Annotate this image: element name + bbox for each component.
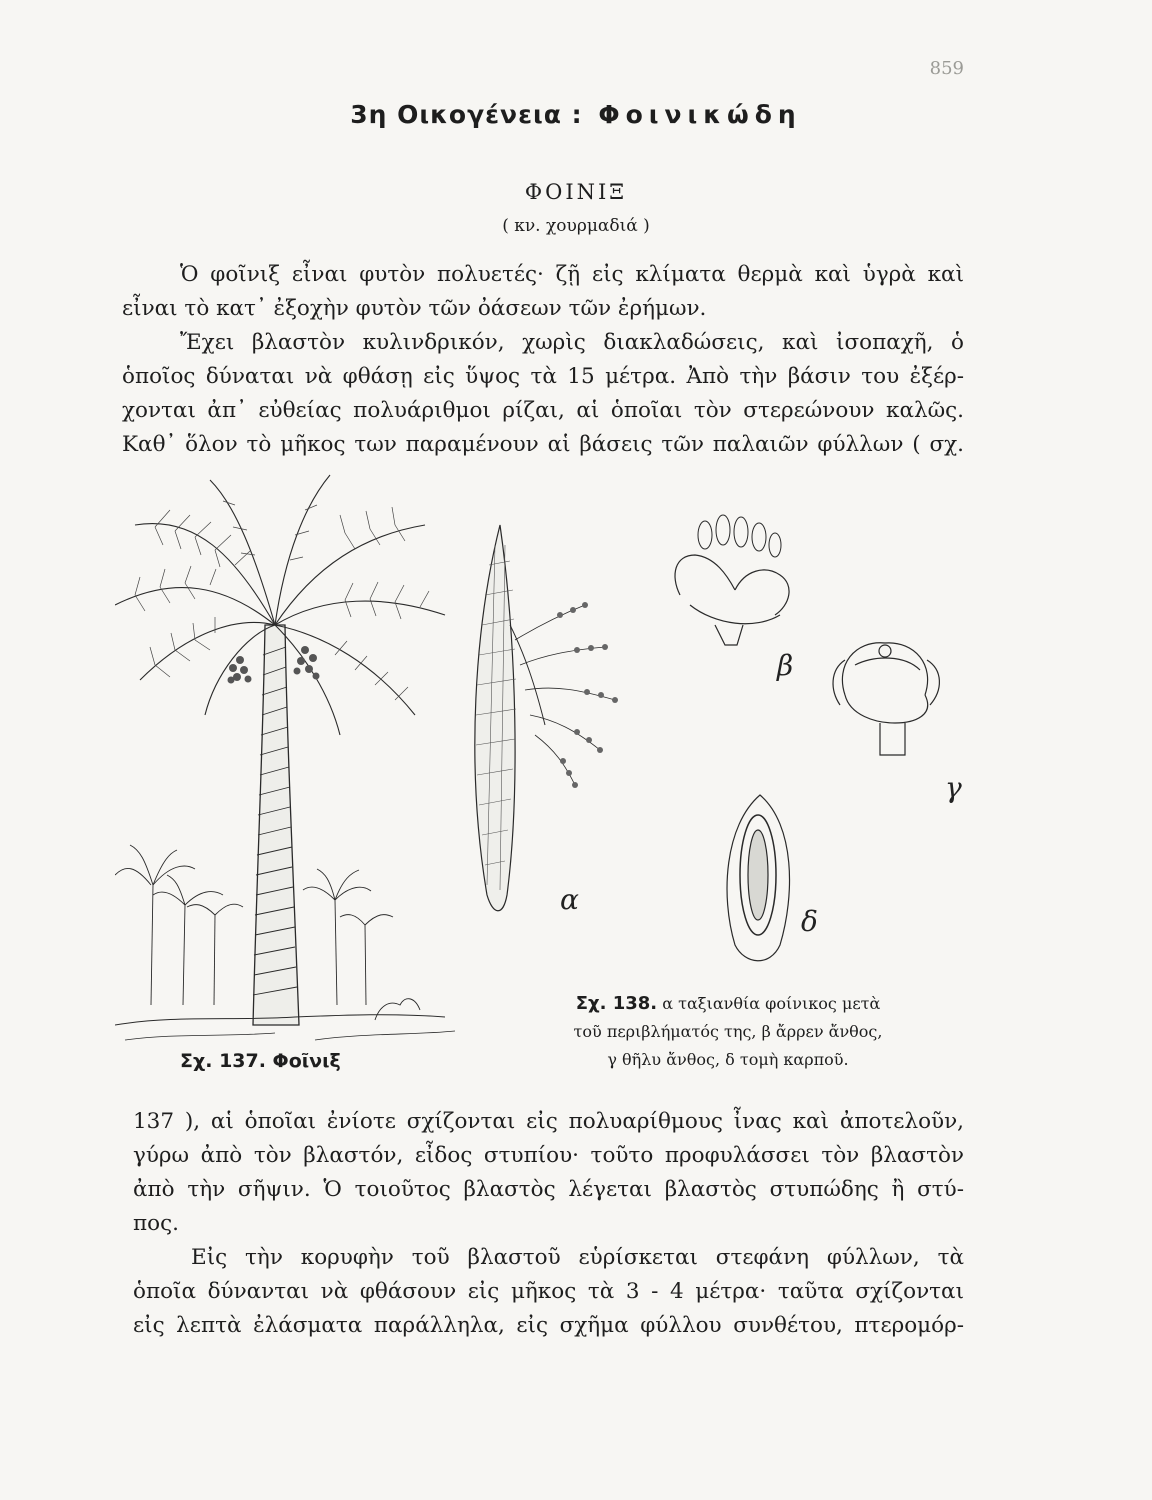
text-line: εἶναι τὸ κατ᾿ ἐξοχὴν φυτὸν τῶν ὀάσεων τῶν ἐρήμων. bbox=[122, 296, 707, 321]
figure-137-caption: Σχ. 137. Φοῖνιξ bbox=[180, 1050, 341, 1072]
figure-138-caption-line bbox=[528, 990, 928, 1018]
palm-tree-illustration bbox=[115, 475, 455, 1040]
paragraph-bottom bbox=[133, 1105, 964, 1343]
heading-family: Φοινικώδη bbox=[598, 100, 802, 129]
figure-138-label: Σχ. 138. bbox=[575, 993, 658, 1014]
figure-138-caption-line: γ θῆλυ ἄνθος, δ τομὴ καρποῦ. bbox=[607, 1050, 849, 1069]
figure-138-caption bbox=[528, 990, 928, 1074]
text-line: πος. bbox=[133, 1211, 179, 1236]
text-line: ὁποῖα δύνανται νὰ φθάσουν εἰς μῆκος τὰ 3 - 4 μέτρα· ταῦτα σχίζονται bbox=[133, 1279, 964, 1304]
text-line: Εἰς τὴν κορυφὴν τοῦ βλαστοῦ εὑρίσκεται στεφάνη φύλλων, τὰ bbox=[191, 1245, 964, 1270]
text-line: 137 ), αἱ ὁποῖαι ἐνίοτε σχίζονται εἰς πολυαρίθμους ἶνας καὶ ἀποτελοῦν, bbox=[133, 1109, 964, 1134]
female-flower-illustration bbox=[833, 643, 939, 755]
label-alpha: α bbox=[560, 883, 579, 916]
text-line: Καθ᾿ ὅλον τὸ μῆκος των παραμένουν αἱ βάσεις τῶν παλαιῶν φύλλων ( σχ. bbox=[122, 432, 964, 457]
heading-prefix: 3η Οικογένεια : bbox=[350, 100, 583, 129]
text-line: ὁποῖος δύναται νὰ φθάσῃ εἰς ὕψος τὰ 15 μέτρα. Ἀπὸ τὴν βάσιν του ἐξέρ- bbox=[122, 364, 964, 389]
text-line: Ὁ φοῖνιξ εἶναι φυτὸν πολυετές· ζῇ εἰς κλίματα θερμὰ καὶ ὑγρὰ καὶ bbox=[180, 262, 964, 287]
plant-title: ΦΟΙΝΙΞ bbox=[524, 180, 628, 204]
figure-138-caption-text: α ταξιανθία φοίνικος μετὰ bbox=[662, 994, 881, 1013]
inflorescence-illustration bbox=[475, 525, 618, 911]
text-line: Ἔχει βλαστὸν κυλινδρικόν, χωρὶς διακλαδώσεις, καὶ ἰσοπαχῆ, ὁ bbox=[180, 330, 964, 355]
text-line: εἰς λεπτὰ ἐλάσματα παράλληλα, εἰς σχῆμα φύλλου συνθέτου, πτερομόρ- bbox=[133, 1313, 964, 1338]
text-line: χονται ἀπ᾿ εὐθείας πολυάριθμοι ρίζαι, αἱ ὁποῖαι τὸν στερεώνουν καλῶς. bbox=[122, 398, 964, 423]
fruit-section-illustration bbox=[727, 795, 789, 961]
male-flower-illustration bbox=[675, 515, 789, 645]
text-line: ἀπὸ τὴν σῆψιν. Ὁ τοιοῦτος βλαστὸς λέγεται βλαστὸς στυπώδης ἢ στύ- bbox=[133, 1177, 964, 1202]
paragraph-top bbox=[122, 258, 964, 462]
common-name: ( κν. χουρμαδιά ) bbox=[502, 216, 650, 236]
text-line: γύρω ἀπὸ τὸν βλαστόν, εἶδος στυπίου· τοῦτο προφυλάσσει τὸν βλαστὸν bbox=[133, 1143, 964, 1168]
label-gamma: γ bbox=[945, 771, 962, 804]
page-number: 859 bbox=[929, 58, 964, 79]
label-delta: δ bbox=[801, 905, 818, 938]
label-beta: β bbox=[777, 649, 794, 682]
figure-138-caption-line: τοῦ περιβλήματός της, β ἄρρεν ἄνθος, bbox=[573, 1022, 883, 1041]
section-heading bbox=[0, 100, 1152, 129]
